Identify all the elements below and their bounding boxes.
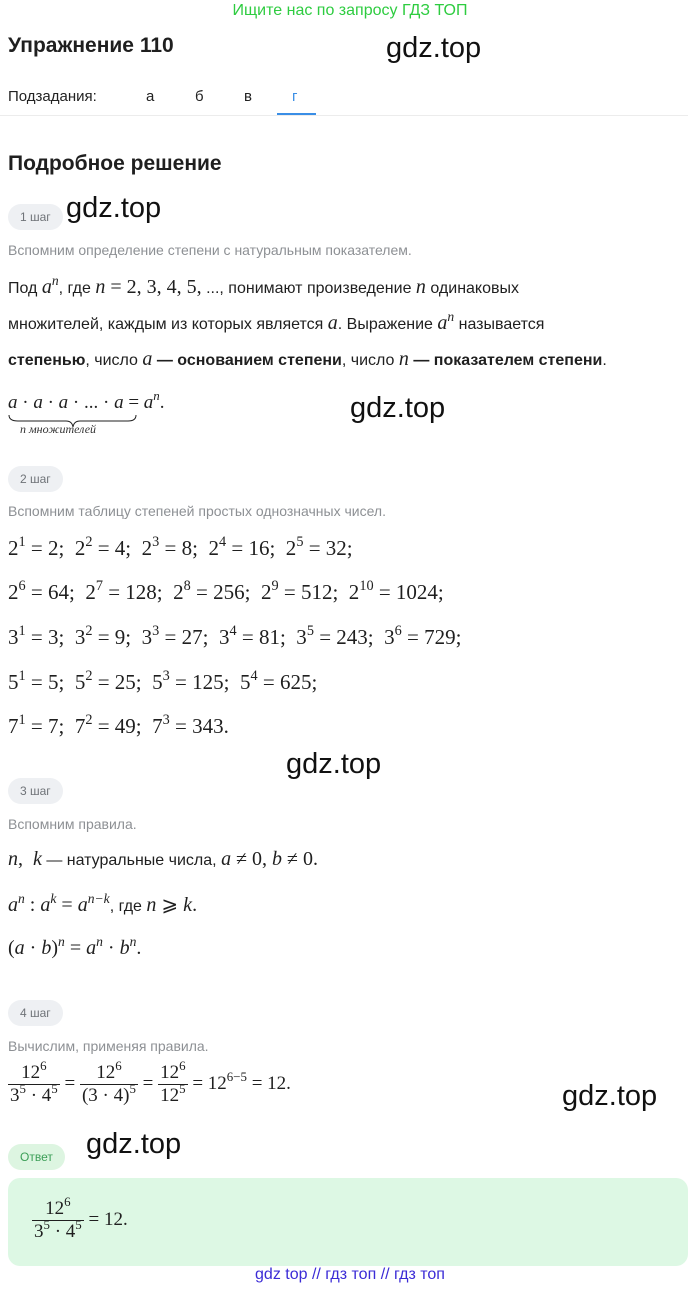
tab-g[interactable]: г — [292, 88, 298, 105]
solution-heading: Подробное решение — [8, 152, 222, 175]
definition-line-3: степенью, число a — основанием степени, число n — показателем степени. — [8, 348, 607, 370]
watermark: gdz.top — [386, 32, 482, 64]
step-badge: 4 шаг — [8, 1000, 63, 1026]
step-badge: 1 шаг — [8, 204, 63, 230]
step-badge: 3 шаг — [8, 778, 63, 804]
step-hint: Вспомним определение степени с натуральным показателем. — [8, 242, 412, 258]
powers-of-three-line: $3^1 = 3$; $3^2 = 9$; $3^3 = 27$; $3^4 = 81$; $3^5 = 243$; $3^6 = 729$; — [8, 623, 462, 649]
powers-of-two-line-2: $2^6 = 64$; $2^7 = 128$; $2^8 = 256$; $2^9 = 512$; $2^{10} = 1024$; — [8, 578, 444, 604]
answer-formula: $\frac{12^6}{3^5 \cdot 4^5}$ = 12. — [34, 1194, 128, 1242]
powers-of-five-line: $5^1 = 5$; $5^2 = 25$; $5^3 = 125$; $5^4 = 625$; — [8, 668, 318, 694]
tab-a[interactable]: а — [146, 88, 155, 105]
subtasks-label: Подзадания: — [8, 88, 97, 105]
tab-v[interactable]: в — [244, 88, 252, 105]
product-formula: a · a · a · ... · $a = a^n$. — [8, 388, 165, 413]
rule-product-power: $(a \cdot b)^n = a^n \cdot b^n$. — [8, 933, 142, 959]
exercise-title: Упражнение 110 — [8, 34, 174, 57]
powers-of-seven-line: $7^1 = 7$; $7^2 = 49$; $7^3 = 343$. — [8, 712, 229, 738]
footer-links[interactable]: gdz top // гдз топ // гдз топ — [255, 1266, 445, 1283]
step-badge: 2 шаг — [8, 466, 63, 492]
definition-line-2: множителей, каждым из которых является a. Выражение $a^n$ называется — [8, 308, 545, 334]
step-hint: Вычислим, применяя правила. — [8, 1038, 209, 1054]
divider — [0, 115, 688, 116]
promo-banner: Ищите нас по запросу ГДЗ ТОП — [232, 2, 468, 19]
watermark: gdz.top — [350, 392, 446, 424]
step-hint: Вспомним таблицу степеней простых однозначных чисел. — [8, 503, 386, 519]
watermark: gdz.top — [286, 748, 382, 780]
rule-naturals: n, k — натуральные числа, a ≠ 0, b ≠ 0. — [8, 848, 319, 870]
definition-line-1: Под $a^n$, где n = 2, 3, 4, 5, ..., понимают произведение n одинаковых — [8, 272, 520, 298]
answer-badge: Ответ — [8, 1144, 65, 1170]
powers-of-two-line-1: $2^1 = 2$; $2^2 = 4$; $2^3 = 8$; $2^4 = 16$; $2^5 = 32$; — [8, 534, 353, 560]
tab-b[interactable]: б — [195, 88, 204, 105]
watermark: gdz.top — [86, 1128, 182, 1160]
brace-label: n множителей — [20, 422, 97, 436]
rule-division: $a^n$ : $a^k = a^{n-k}$, где n ⩾ k. — [8, 890, 198, 916]
watermark: gdz.top — [562, 1080, 658, 1112]
step-hint: Вспомним правила. — [8, 816, 137, 832]
calculation: $\frac{12^6}{3^5 \cdot 4^5}$ = $\frac{12^6}{(3 \cdot 4)^5}$ = $\frac{12^6}{12^5}$ = $12^{6-5} = 12$. — [10, 1058, 291, 1106]
watermark: gdz.top — [66, 192, 162, 224]
